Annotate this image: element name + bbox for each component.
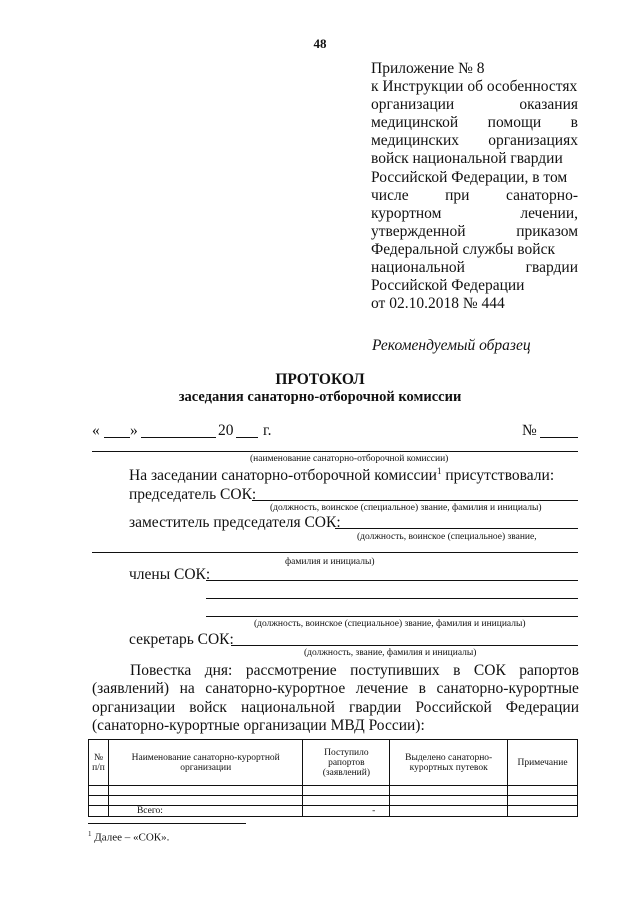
- word: лечении,: [520, 204, 578, 222]
- month-field[interactable]: [141, 437, 216, 438]
- resorts-table: [88, 739, 578, 817]
- word: в: [570, 114, 578, 132]
- table-cell[interactable]: [508, 786, 578, 796]
- appendix-line: [371, 96, 578, 114]
- appendix-line: Приложение № 8: [371, 60, 485, 77]
- word: санаторно-: [506, 186, 578, 204]
- protocol-number-field[interactable]: [540, 437, 578, 438]
- word: Федерации: [505, 698, 579, 716]
- appendix-line: [371, 223, 578, 241]
- word: гвардии: [525, 259, 578, 277]
- footnote-mark: 1: [88, 830, 92, 838]
- date-close-quote: »: [130, 422, 138, 439]
- table-cell[interactable]: [89, 796, 109, 806]
- agenda-line: (санаторно-курортные организации МВД России):: [92, 716, 425, 734]
- present-text-end: присутствовали:: [441, 467, 555, 485]
- table-cell: [89, 806, 109, 817]
- table-cell[interactable]: [89, 786, 109, 796]
- appendix-line: [371, 205, 578, 223]
- word: национальной: [240, 698, 335, 716]
- footnote-divider: [88, 823, 246, 824]
- word: войск: [189, 698, 227, 716]
- recommended-sample-label: Рекомендуемый образец: [372, 337, 531, 354]
- table-cell[interactable]: [108, 786, 302, 796]
- word: Повестка: [130, 662, 192, 679]
- word: числе: [371, 186, 409, 204]
- word: организации: [92, 698, 176, 716]
- word: медицинской: [371, 114, 459, 132]
- chair-field[interactable]: [252, 500, 578, 501]
- year-field[interactable]: [236, 437, 258, 438]
- word: рассмотрение: [245, 662, 337, 679]
- appendix-line: [371, 187, 578, 205]
- day-field[interactable]: [104, 437, 130, 438]
- members-label: члены СОК:: [129, 566, 211, 583]
- total-dash: -: [303, 806, 390, 817]
- agenda-line: [92, 680, 579, 698]
- chair-caption: (должность, воинское (специальное) звание, фамилия и инициалы): [270, 503, 542, 513]
- word: СОК: [473, 662, 506, 679]
- word: санаторно-курортные: [436, 680, 579, 698]
- table-header-row: [89, 740, 578, 786]
- word: медицинских: [371, 132, 460, 150]
- document-title: ПРОТОКОЛ: [275, 371, 365, 388]
- table-cell: [390, 806, 508, 817]
- table-total-row: [89, 806, 578, 817]
- appendix-line: [371, 132, 578, 150]
- deputy-caption: (должность, воинское (специальное) звание,: [357, 532, 537, 542]
- appendix-line: Российской Федерации, в том: [371, 168, 568, 186]
- word: поступивших: [350, 662, 440, 679]
- word: организации: [371, 96, 455, 114]
- agenda-paragraph: [92, 662, 579, 735]
- word: оказания: [519, 96, 578, 114]
- table-cell[interactable]: [508, 796, 578, 806]
- number-sign: №: [522, 422, 537, 439]
- commission-name-field[interactable]: [92, 451, 578, 452]
- word: гвардии: [348, 698, 402, 716]
- present-text: На заседании санаторно-отборочной комиссии: [129, 467, 437, 485]
- appendix-line: Российской Федерации: [371, 277, 525, 295]
- page-number: 48: [313, 36, 327, 51]
- col-header-number: № п/п: [89, 740, 109, 786]
- word: курортном: [371, 204, 442, 222]
- secretary-field[interactable]: [231, 645, 578, 646]
- col-header-resort-name: Наименование санаторно-курортной организации: [108, 740, 302, 786]
- word: в: [418, 680, 426, 698]
- footnote-text: Далее – «СОК».: [91, 831, 170, 844]
- appendix-line: от 02.10.2018 № 444: [371, 295, 505, 313]
- word: приказом: [516, 222, 578, 240]
- commission-caption: (наименование санаторно-отборочной комиссии): [250, 454, 449, 464]
- word: национальной: [371, 259, 465, 277]
- date-open-quote: «: [92, 422, 100, 439]
- appendix-line: к Инструкции об особенностях: [371, 78, 578, 96]
- word: утвержденной: [371, 222, 466, 240]
- word: организациях: [488, 132, 578, 150]
- word: Российской: [415, 698, 492, 716]
- deputy-caption-continued: фамилия и инициалы): [285, 557, 375, 567]
- col-header-received: Поступило рапортов (заявлений): [303, 740, 390, 786]
- word: лечение: [355, 680, 409, 698]
- word: рапортов: [519, 662, 579, 679]
- secretary-label: секретарь СОК:: [129, 631, 234, 648]
- table-cell[interactable]: [390, 796, 508, 806]
- present-statement: [129, 466, 554, 485]
- word: помощи: [487, 114, 542, 132]
- agenda-line: [92, 662, 579, 680]
- members-caption: (должность, воинское (специальное) звание, фамилия и инициалы): [254, 619, 526, 629]
- word: в: [453, 662, 461, 679]
- appendix-line: [371, 259, 578, 277]
- deputy-field[interactable]: [335, 528, 578, 529]
- appendix-block: [371, 60, 578, 313]
- secretary-caption: (должность, звание, фамилия и инициалы): [304, 648, 477, 658]
- document-subtitle: заседания санаторно-отборочной комиссии: [178, 389, 462, 405]
- word: дня:: [204, 662, 233, 679]
- year-prefix: 20: [218, 422, 234, 439]
- table-row: [89, 796, 578, 806]
- deputy-field-continued[interactable]: [92, 552, 578, 553]
- table-cell[interactable]: [390, 786, 508, 796]
- col-header-note: Примечание: [508, 740, 578, 786]
- table-row: [89, 786, 578, 796]
- deputy-label: заместитель председателя СОК:: [129, 514, 341, 531]
- agenda-line: [92, 699, 579, 717]
- total-label: Всего:: [108, 806, 302, 817]
- word: (заявлений): [92, 680, 170, 698]
- member-field-3[interactable]: [206, 616, 578, 617]
- member-field-2[interactable]: [206, 598, 578, 599]
- appendix-line: Федеральной службы войск: [371, 240, 555, 258]
- member-field-1[interactable]: [206, 580, 578, 581]
- col-header-allocated: Выделено санаторно-курортных путевок: [390, 740, 508, 786]
- word: санаторно-курортное: [205, 680, 346, 698]
- footnote: [88, 830, 169, 844]
- chair-label: председатель СОК:: [129, 486, 257, 503]
- word: на: [179, 680, 195, 698]
- table-cell: [508, 806, 578, 817]
- appendix-line: [371, 114, 578, 132]
- footnote-ref: 1: [436, 466, 442, 476]
- word: при: [445, 186, 470, 204]
- appendix-line: войск национальной гвардии: [371, 150, 563, 168]
- table-cell[interactable]: [303, 796, 390, 806]
- table-cell[interactable]: [303, 786, 390, 796]
- table-cell[interactable]: [108, 796, 302, 806]
- year-suffix: г.: [263, 422, 272, 439]
